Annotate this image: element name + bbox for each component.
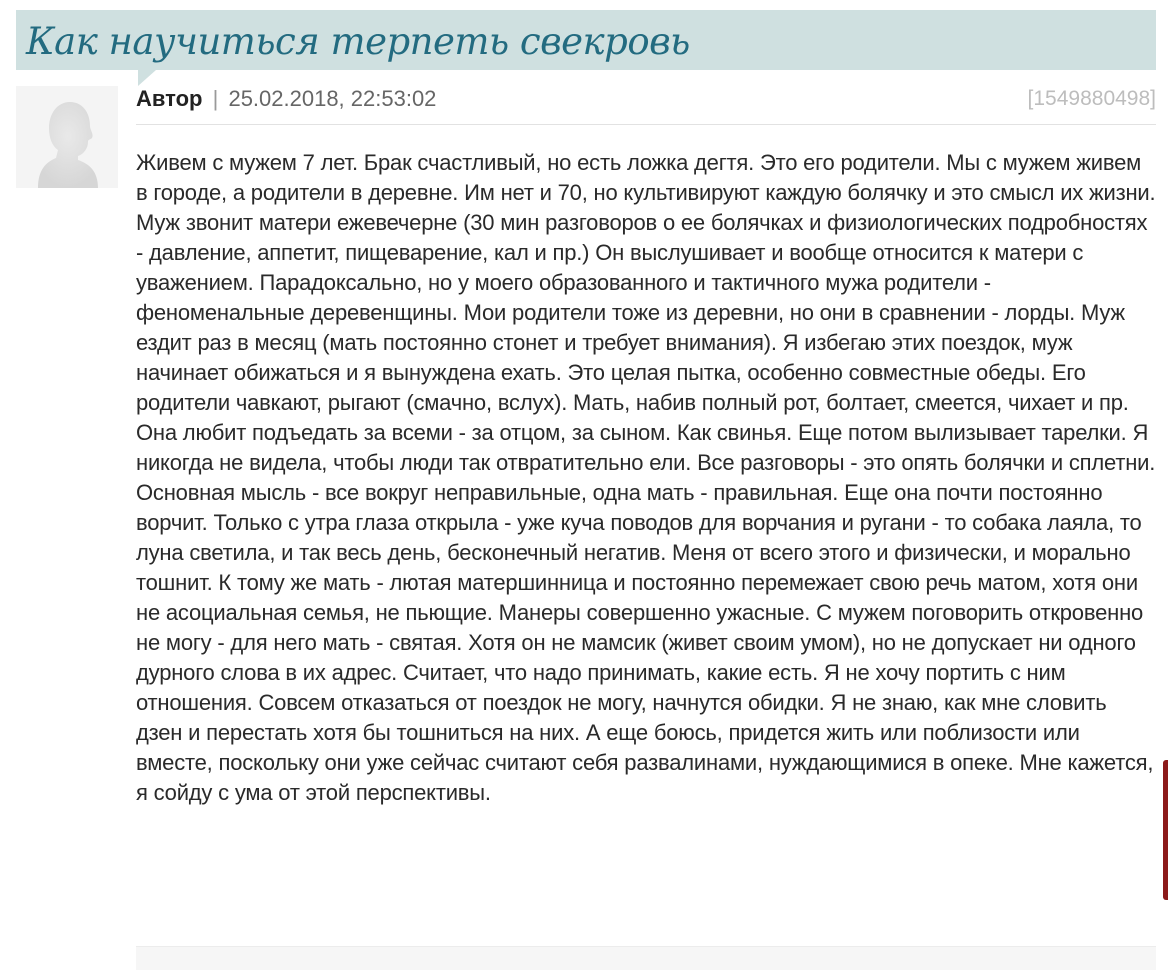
post-date: 25.02.2018, 22:53:02 (228, 86, 437, 111)
meta-divider (136, 124, 1156, 125)
user-silhouette-icon (16, 86, 118, 188)
post-meta (136, 84, 1156, 114)
reply-box (136, 946, 1156, 970)
page-title: Как научиться терпеть свекровь (26, 20, 690, 63)
topic-title-bar (16, 10, 1156, 70)
post-body: Живем с мужем 7 лет. Брак счастливый, но есть ложка дегтя. Это его родители. Мы с мужем живем в городе, а родители в деревне. Им нет и 70, но культивируют каждую болячку и это смысл их жизни. Муж звонит матери ежевечерне (30 мин разговоров о ее болячках и физиологических подробностях - давление, аппетит, пищеварение, кал и пр.) Он выслушивает и вообще относится к матери с уважением. Парадоксально, но у моего образованного и тактичного мужа родители - феноменальные деревенщины. Мои родители тоже из деревни, но они в сравнении - лорды. Муж ездит раз в месяц (мать постоянно стонет и требует внимания). Я избегаю этих поездок, муж начинает обижаться и я вынуждена ехать. Это целая пытка, особенно совместные обеды. Его родители чавкают, рыгают (смачно, вслух). Мать, набив полный рот, болтает, смеется, чихает и пр. Она любит подъедать за всеми - за отцом, за сыном. Как свинья. Еще потом вылизывает тарелки. Я никогда не видела, чтобы люди так отвратительно ели. Все разговоры - это опять болячки и сплетни. Основная мысль - все вокруг неправильные, одна мать - правильная. Еще она почти постоянно ворчит. Только с утра глаза открыла - уже куча поводов для ворчания и ругани - то собака лаяла, то луна светила, и так весь день, бесконечный негатив. Меня от всего этого и физически, и морально тошнит. К тому же мать - лютая матершинница и постоянно перемежает свою речь матом, хотя они не асоциальная семья, не пьющие. Манеры совершенно ужасные. С мужем поговорить откровенно не могу - для него мать - святая. Хотя он не мамсик (живет своим умом), но не допускает ни одного дурного слова в их адрес. Считает, что надо принимать, какие есть. Я не хочу портить с ним отношения. Совсем отказаться от поездок не могу, начнутся обидки. Я не знаю, как мне словить дзен и перестать хотя бы тошниться на них. А еще боюсь, придется жить или поблизости или вместе, поскольку они уже сейчас считают себя развалинами, нуждающимися в опеке. Мне кажется, я сойду с ума от этой перспективы. (136, 150, 1156, 805)
author-name[interactable]: Автор (136, 86, 203, 111)
avatar-silhouette (16, 86, 118, 188)
meta-separator: | (212, 86, 219, 111)
post-id[interactable]: [1549880498] (1027, 87, 1156, 110)
edge-banner-fragment (1163, 760, 1168, 900)
